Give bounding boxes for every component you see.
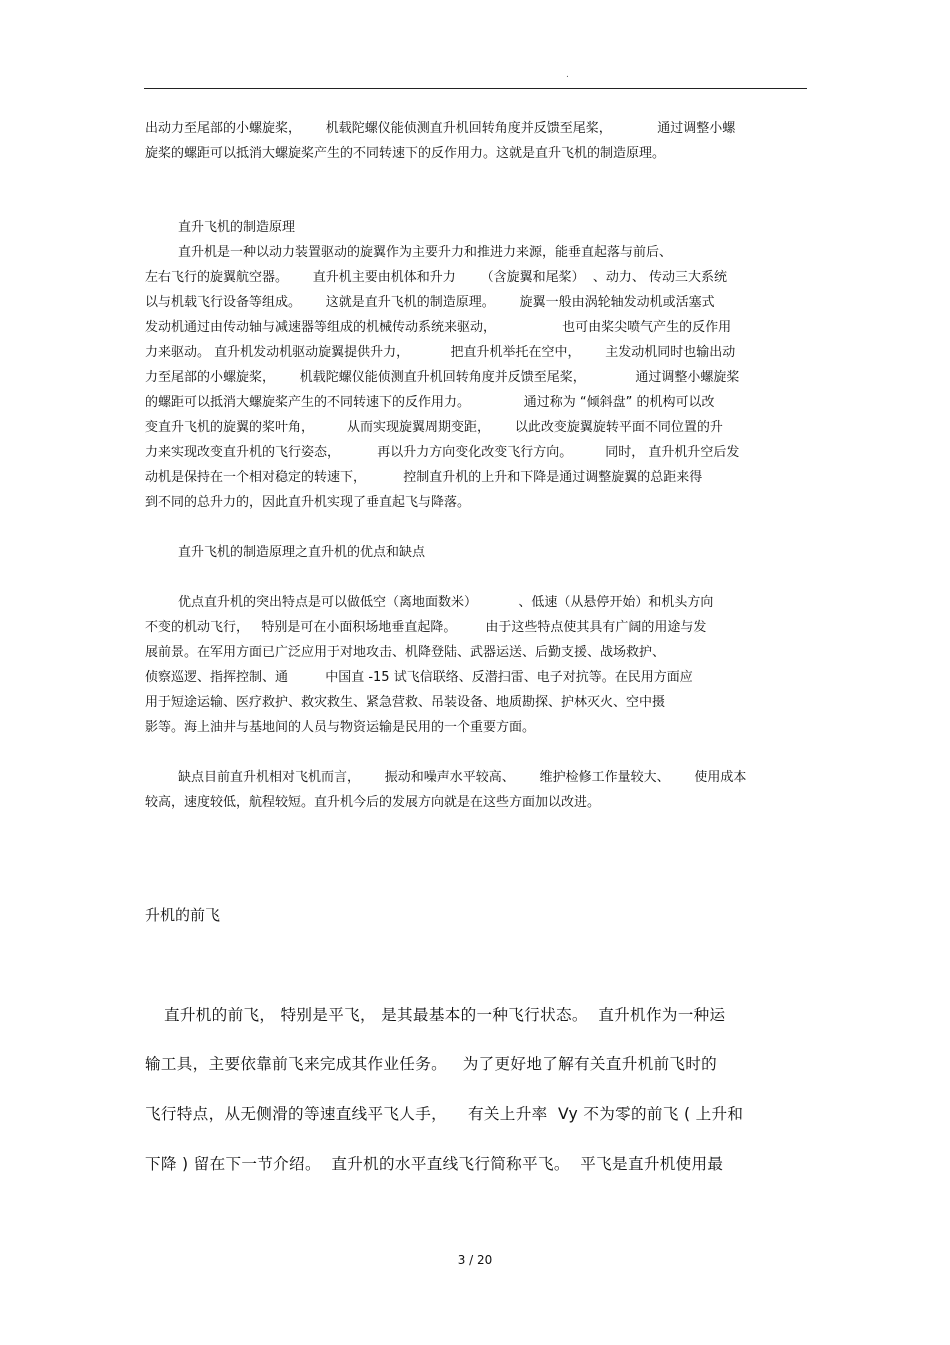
header-mark: .	[566, 70, 569, 80]
section-title: 直升飞机的制造原理	[178, 220, 296, 235]
page-number: 3 / 20	[457, 1253, 493, 1267]
section-heading: 升机的前飞	[145, 906, 221, 924]
body-line: 力来实现改变直升机的飞行姿态， 再以升力方向变化改变飞行方向。 同时， 直升机升空后发	[145, 445, 740, 460]
body-line: 侦察巡逻、指挥控制、通 中国直 -15 试飞信联络、反潜扫雷、电子对抗等。在民用方面应	[145, 670, 693, 685]
body-line: 左右飞行的旋翼航空器。 直升机主要由机体和升力 （含旋翼和尾桨） 、动力、 传动三大系统	[145, 270, 727, 285]
large-body-line: 飞行特点，从无侧滑的等速直线平飞人手， 有关上升率 Vy 不为零的前飞 ( 上升和	[145, 1105, 744, 1123]
body-line: 发动机通过由传动轴与减速器等组成的机械传动系统来驱动， 也可由桨尖喷气产生的反作用	[145, 320, 732, 335]
header-rule	[144, 88, 807, 89]
body-line: 缺点目前直升机相对飞机而言， 振动和噪声水平较高、 维护检修工作量较大、 使用成本	[178, 770, 747, 785]
body-line: 不变的机动飞行， 特别是可在小面积场地垂直起降。 由于这些特点使其具有广阔的用途与发	[145, 620, 707, 635]
body-line: 变直升飞机的旋翼的桨叶角， 从而实现旋翼周期变距， 以此改变旋翼旋转平面不同位置的升	[145, 420, 723, 435]
body-line: 到不同的总升力的，因此直升机实现了垂直起飞与降落。	[145, 495, 471, 510]
body-line: 的螺距可以抵消大螺旋桨产生的不同转速下的反作用力。 通过称为 “倾斜盘” 的机构可以改	[145, 395, 715, 410]
body-line: 动机是保持在一个相对稳定的转速下， 控制直升机的上升和下降是通过调整旋翼的总距来得	[145, 470, 703, 485]
body-line: 优点直升机的突出特点是可以做低空（离地面数米） 、低速（从悬停开始）和机头方向	[178, 595, 714, 610]
large-body-line: 直升机的前飞， 特别是平飞， 是其最基本的一种飞行状态。 直升机作为一种运	[164, 1006, 726, 1024]
body-line: 力来驱动。 直升机发动机驱动旋翼提供升力， 把直升机举托在空中， 主发动机同时也输出动	[145, 345, 736, 360]
body-line: 较高，速度较低，航程较短。直升机今后的发展方向就是在这些方面加以改进。	[145, 795, 601, 810]
section-title: 直升飞机的制造原理之直升机的优点和缺点	[178, 545, 426, 560]
body-line: 用于短途运输、医疗救护、救灾救生、紧急营救、吊装设备、地质勘探、护林灭火、空中摄	[145, 695, 666, 710]
body-line: 以与机载飞行设备等组成。 这就是直升飞机的制造原理。 旋翼一般由涡轮轴发动机或活塞式	[145, 295, 715, 310]
large-body-line: 输工具，主要依靠前飞来完成其作业任务。 为了更好地了解有关直升机前飞时的	[145, 1055, 718, 1073]
body-line: 影等。海上油井与基地间的人员与物资运输是民用的一个重要方面。	[145, 720, 536, 735]
body-line: 力至尾部的小螺旋桨， 机载陀螺仪能侦测直升机回转角度并反馈至尾桨， 通过调整小螺旋桨	[145, 370, 740, 385]
intro-line: 旋桨的螺距可以抵消大螺旋桨产生的不同转速下的反作用力。这就是直升飞机的制造原理。	[145, 146, 666, 161]
large-body-line: 下降 ) 留在下一节介绍。 直升机的水平直线飞行简称平飞。 平飞是直升机使用最	[145, 1155, 724, 1173]
body-line: 直升机是一种以动力装置驱动的旋翼作为主要升力和推进力来源，能垂直起落与前后、	[178, 245, 673, 260]
intro-line: 出动力至尾部的小螺旋桨， 机载陀螺仪能侦测直升机回转角度并反馈至尾桨， 通过调整小螺	[145, 121, 736, 136]
body-line: 展前景。在军用方面已广泛应用于对地攻击、机降登陆、武器运送、后勤支援、战场救护、	[145, 645, 666, 660]
